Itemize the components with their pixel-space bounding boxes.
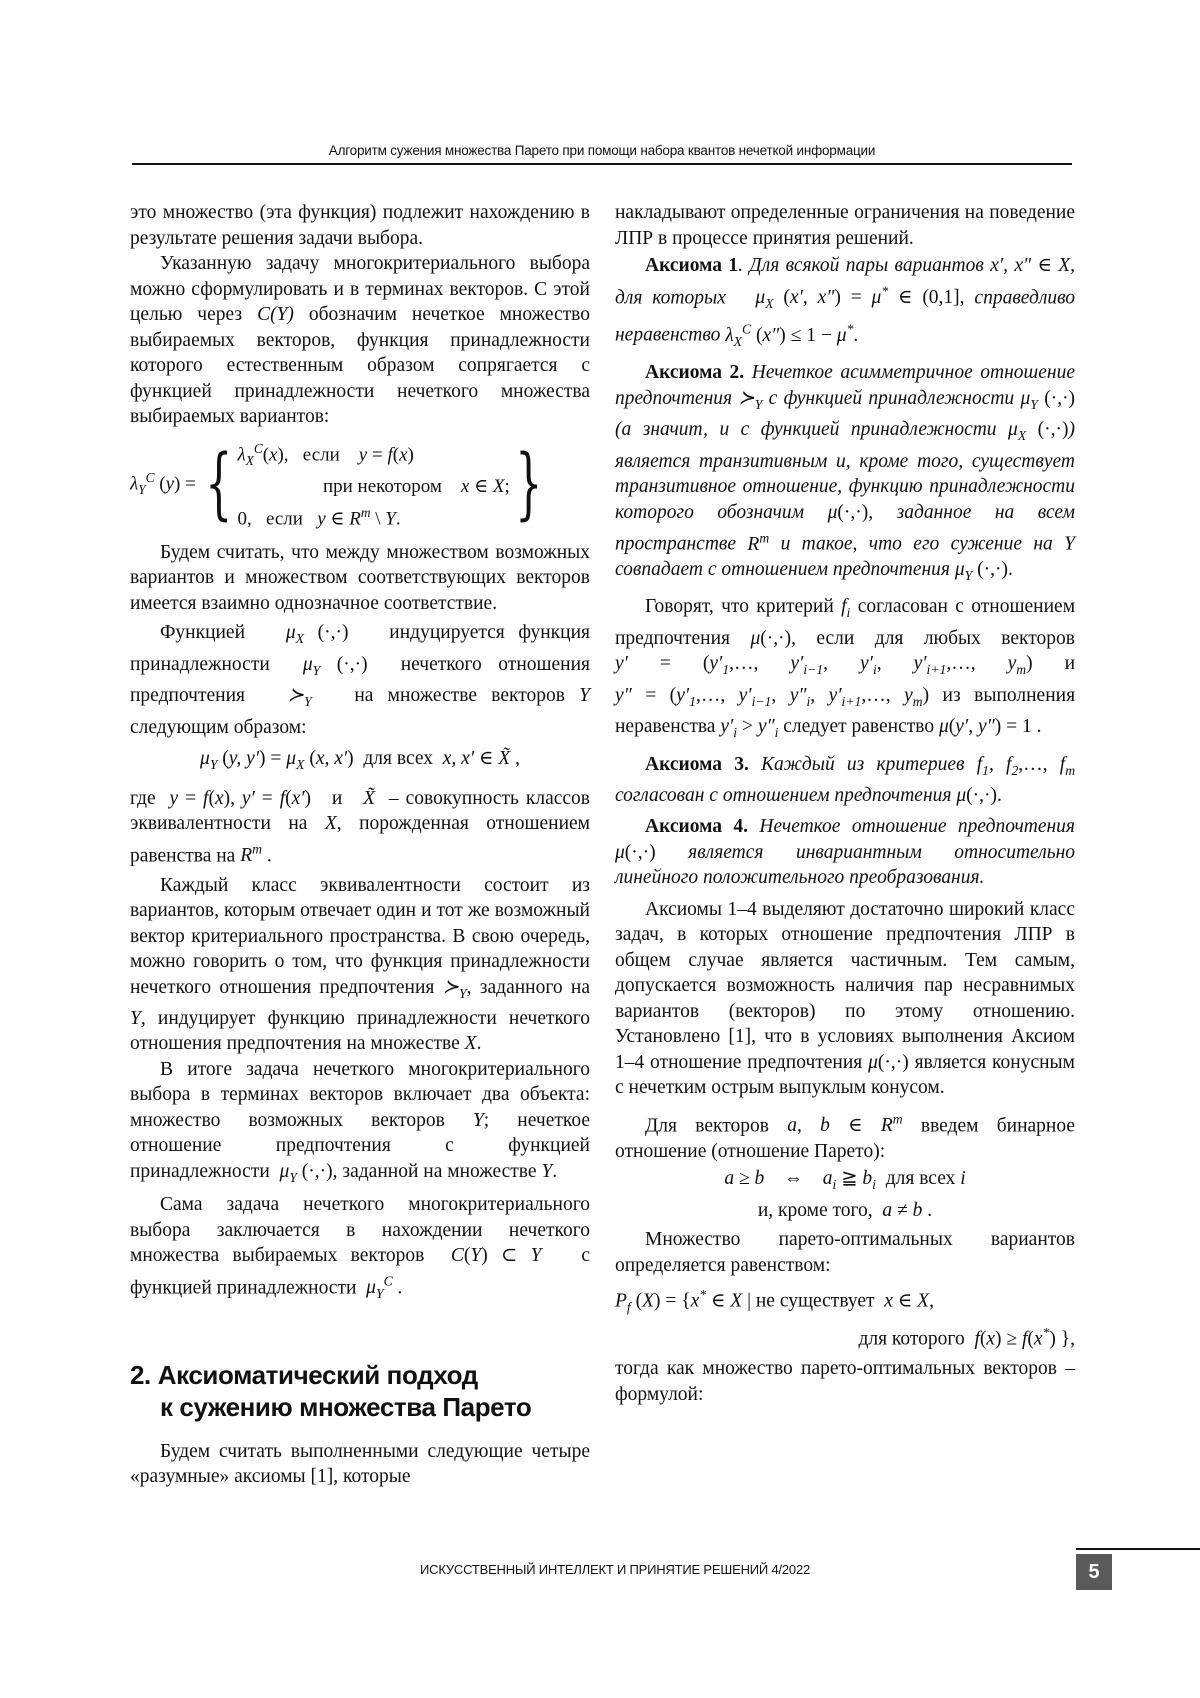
journal-footer: ИСКУССТВЕННЫЙ ИНТЕЛЛЕКТ И ПРИНЯТИЕ РЕШЕНИЙ 4/2022 <box>420 1562 811 1577</box>
paragraph: Аксиомы 1–4 выделяют достаточно широкий класс задач, в которых отношение предпочтения ЛПР в общем случае является частичным. Тем самым, допускается возможность наличия пар несравнимых вариантов (векторов) по этому отношению. Установлено [1], что в условиях выполнения Аксиом 1–4 отношение предпочтения μ(·,·) является конусным с нечетким острым выпуклым конусом. <box>615 898 1075 1099</box>
paragraph: Функцией $\mu_X$ (·,·) индуцируется функция принадлежности $\mu_Y$ (·,·) нечеткого отношения предпочтения $≻_Y$ на множестве векторов Y следующим образом: <box>130 622 591 738</box>
equation-mu-y: $\mu_Y$ (y, $y') = \mu_X$ (x, x′) для всех x, x′ ∈ X̃ , <box>200 748 520 773</box>
paragraph: Будем считать, что между множеством возможных вариантов и множеством соответствующих векторов имеется взаимно однозначное соответствие. <box>130 541 590 614</box>
axiom-1: Аксиома 1. Для всякой пары вариантов x′, x″ ∈ X, для которых $\mu_X$ (x′, x″) = μ* ∈ (0,1], справедливо неравенство $\lambda_X^C$ (x″) ≤ 1 − μ*. <box>615 255 1076 349</box>
paragraph: Указанную задачу многокритериального выбора можно сформулировать и в терминах векторов. С этой целью через C(Y) обозначим нечеткое множество выбираемых векторов, функция принадлежности которого естественным образом сопрягается с функцией принадлежности нечеткого множества выбираемых вариантов: <box>130 253 590 427</box>
equation-pareto-cond: и, кроме того, a ≠ b . <box>757 1199 933 1221</box>
running-title: Алгоритм сужения множества Парето при помощи набора квантов нечеткой информации <box>328 143 876 158</box>
paragraph: тогда как множество парето-оптимальных векторов – формулой: <box>615 1358 1075 1405</box>
paragraph: В итоге задача нечеткого многокритериального выбора в терминах векторов включает два объекта: множество возможных векторов Y; нечеткое отношение предпочтения с функцией принадлежности $\mu_Y$ (·,·), заданной на множестве Y. <box>130 1058 591 1185</box>
paragraph: Каждый класс эквивалентности состоит из вариантов, которым отвечает один и тот же возможный вектор критериального пространства. В свою очередь, можно говорить о том, что функция принадлежности нечеткого отношения предпочтения $≻_Y$, заданного на Y, индуцирует функцию принадлежности нечеткого отношения предпочтения на множестве X. <box>130 874 590 1055</box>
paragraph: Для векторов a, b ∈ $R^m$ введем бинарное отношение (отношение Парето): <box>615 1111 1076 1162</box>
page-number: 5 <box>1076 1554 1112 1590</box>
right-column <box>615 200 1075 1407</box>
equation-pf: $P_f$ (X) = {x* ∈ X | не существует x ∈ X, <box>615 1287 934 1315</box>
equation-lambda-y: $\lambda_Y^C$ (y) = { $\lambda_X^C(x)$, если y = f(x) при некотором x ∈ X; 0, если y ∈ $R^m$ \ Y. } <box>130 438 543 529</box>
paragraph: Сама задача нечеткого многокритериального выбора заключается в нахождении нечеткого множества выбираемых векторов C(Y) ⊂ Y с функцией принадлежности $\mu_Y^C$ . <box>130 1194 590 1302</box>
axiom-2: Аксиома 2. Нечеткое асимметричное отношение предпочтения $≻_Y$ с функцией принадлежности $\mu_Y$ (·,·) (а значит, и с функцией принадлежности $\mu_X$ (·,·)) является транзитивным и, кроме того, существует транзитивное отношение, функцию принадлежности которого обозначим μ(·,·), заданное на всем пространстве $R^m$ и такое, что его сужение на Y совпадает с отношением предпочтения $\mu_Y$ (·,·). <box>615 362 1076 583</box>
equation-pf-cond: для которого f(x) ≥ f(x*) }, <box>858 1325 1075 1350</box>
paragraph: Говорят, что критерий $f_i$ согласован с отношением предпочтения μ(·,·), если для любых векторов $y' = (y'_1,\dots$, $y'_{i-1}$, $y'_i$, $y'_{i+1},\dots$, $y_m$) и $y'' = (y'_1,\dots$, $y'_{i-1}$, $y''_i$, $y'_{i+1},\dots$, $y_m$) из выполнения неравенства $y'_i > y''_i$ следует равенство μ(y′, y″) = 1 . <box>615 596 1076 741</box>
header-rule <box>132 163 1072 165</box>
equation-pareto: a ≥ b ⇔ $a_i$ ≧ $b_i$ для всех i <box>724 1168 966 1193</box>
section-heading: 2. Аксиоматический подход к сужению множества Парето <box>130 1359 532 1422</box>
paragraph: Будем считать выполненными следующие четыре «разумные» аксиомы [1], которые <box>130 1440 590 1488</box>
axiom-4: Аксиома 4. Нечеткое отношение предпочтения μ(·,·) является инвариантным относительно линейного положительного преобразования. <box>615 816 1075 889</box>
paragraph: где y = f(x), y′ = f(x′) и X̃ – совокупность классов эквивалентности на X, порожденная отношением равенства на $R^m$ . <box>130 787 591 867</box>
page-number-rule <box>1076 1548 1200 1550</box>
left-column <box>130 200 590 1490</box>
paragraph: это множество (эта функция) подлежит нахождению в результате решения задачи выбора. <box>130 202 590 249</box>
paragraph: Множество парето-оптимальных вариантов определяется равенством: <box>615 1229 1075 1276</box>
paragraph: накладывают определенные ограничения на поведение ЛПР в процессе принятия решений. <box>615 202 1075 249</box>
axiom-3: Аксиома 3. Каждый из критериев $f_1$, $f_2,\dots$, $f_m$ согласован с отношением предпочтения μ(·,·). <box>615 753 1076 806</box>
